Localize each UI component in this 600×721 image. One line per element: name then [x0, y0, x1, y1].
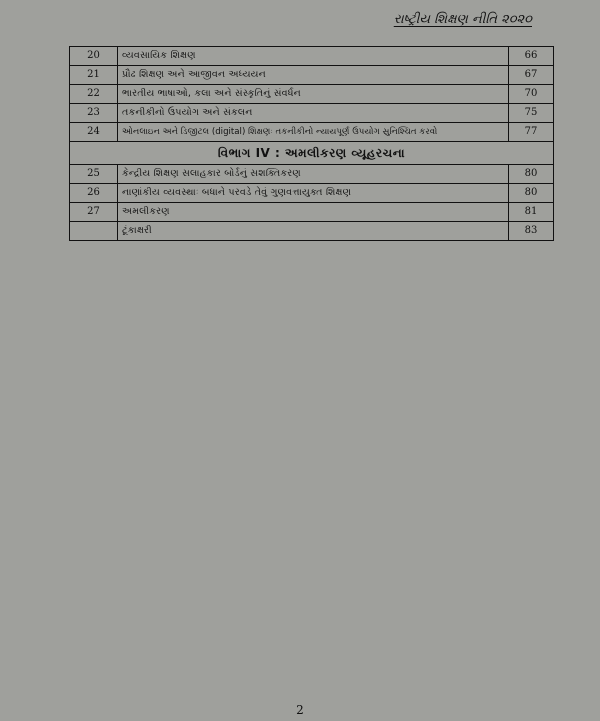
toc-row-abbreviations[interactable] — [70, 222, 554, 241]
toc-row-26[interactable] — [70, 184, 554, 203]
chapter-title: પ્રૌઢ શિક્ષણ અને આજીવન અધ્યયન — [118, 66, 509, 85]
page-ref: 80 — [509, 184, 554, 203]
page-ref: 80 — [509, 165, 554, 184]
chapter-title: ટૂંકાક્ષરી — [118, 222, 509, 241]
chapter-title: નાણાંકીય વ્યવસ્થાઃ બધાને પરવડે તેવું ગુણવત્તાયુક્ત શિક્ષણ — [118, 184, 509, 203]
toc-row-21[interactable] — [70, 66, 554, 85]
section-heading: વિભાગ IV : અમલીકરણ વ્યૂહરચના — [70, 142, 554, 165]
section-heading-row — [70, 142, 554, 165]
page-ref: 77 — [509, 123, 554, 142]
toc-row-27[interactable] — [70, 203, 554, 222]
page-number: 2 — [296, 703, 304, 717]
chapter-title: અમલીકરણ — [118, 203, 509, 222]
toc-row-25[interactable] — [70, 165, 554, 184]
page-ref: 81 — [509, 203, 554, 222]
toc-row-20[interactable] — [70, 47, 554, 66]
chapter-number: 27 — [70, 203, 118, 222]
page-ref: 67 — [509, 66, 554, 85]
chapter-number: 26 — [70, 184, 118, 203]
toc-row-24[interactable] — [70, 123, 554, 142]
chapter-number: 23 — [70, 104, 118, 123]
chapter-number: 24 — [70, 123, 118, 142]
chapter-title: તકનીકીનો ઉપયોગ અને સંકલન — [118, 104, 509, 123]
chapter-title: ભારતીય ભાષાઓ, કલા અને સંસ્કૃતિનું સંવર્ધન — [118, 85, 509, 104]
table-of-contents — [69, 46, 554, 241]
chapter-number: 20 — [70, 47, 118, 66]
running-header-title: રાષ્ટ્રીય શિક્ષણ નીતિ ૨૦૨૦ — [393, 12, 532, 27]
page-ref: 66 — [509, 47, 554, 66]
chapter-number: 21 — [70, 66, 118, 85]
toc-row-23[interactable] — [70, 104, 554, 123]
page-ref: 83 — [509, 222, 554, 241]
chapter-number: 25 — [70, 165, 118, 184]
chapter-number — [70, 222, 118, 241]
chapter-title: વ્યવસાયિક શિક્ષણ — [118, 47, 509, 66]
chapter-number: 22 — [70, 85, 118, 104]
toc-row-22[interactable] — [70, 85, 554, 104]
page-ref: 70 — [509, 85, 554, 104]
chapter-title: કેન્દ્રીય શિક્ષણ સલાહકાર બોર્ડનું સશક્તિકરણ — [118, 165, 509, 184]
page-ref: 75 — [509, 104, 554, 123]
chapter-title: ઓનલાઇન અને ડિજીટલ (digital) શિક્ષણઃ તકનીકીનો ન્યાયપૂર્ણ ઉપયોગ સુનિશ્ચિત કરવો — [118, 123, 509, 142]
